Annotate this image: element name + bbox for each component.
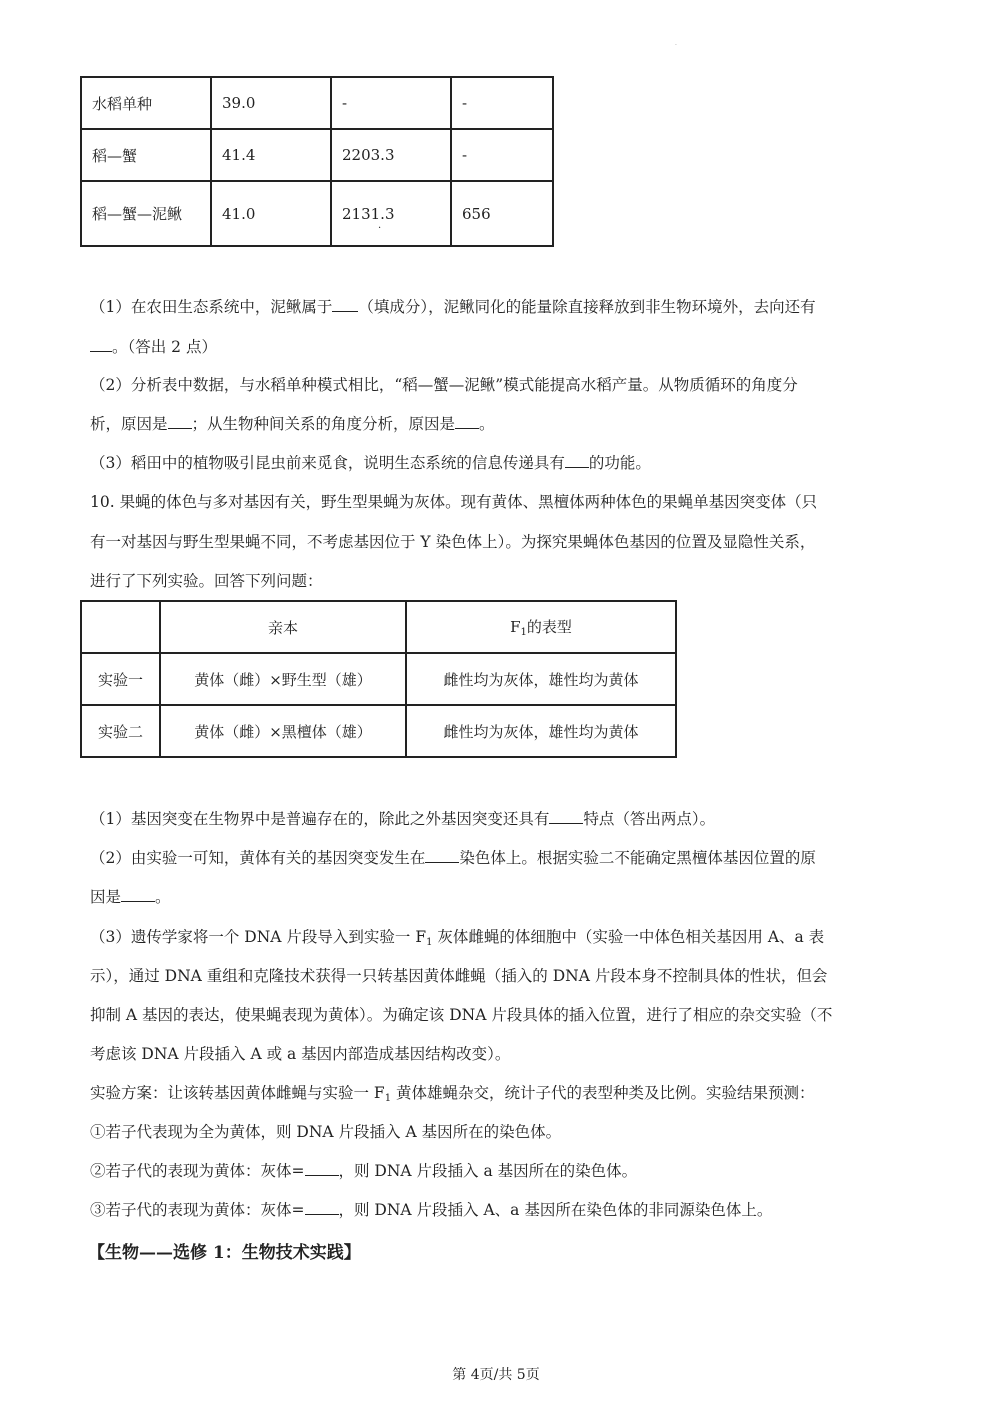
question-10-3-cont: 示），通过 DNA 重组和克隆技术获得一只转基因黄体雌蝇（插入的 DNA 片段本身不控制具体的性状，但会 (90, 967, 828, 985)
answer-blank (332, 297, 358, 312)
text: （2）由实验一可知，黄体有关的基因突变发生在 (90, 849, 426, 867)
question-10-2 (90, 848, 910, 868)
table-header-row (81, 601, 676, 653)
result-3 (90, 1200, 910, 1220)
energy-data-table (80, 76, 554, 247)
question-9-2-cont (90, 414, 910, 434)
page-footer: 第 4页/共 5页 (452, 1367, 540, 1383)
table-cell: 41.0 (211, 181, 331, 246)
table-cell: 实验二 (81, 705, 160, 757)
table-row (81, 77, 553, 129)
table-cell: 水稻单种 (81, 77, 211, 129)
table-cell: - (451, 77, 553, 129)
table-cell: 雌性均为灰体，雄性均为黄体 (406, 705, 676, 757)
text: ，则 DNA 片段插入 a 基因所在的染色体。 (338, 1162, 638, 1180)
question-9-3 (90, 453, 910, 473)
question-10-intro: 10. 果蝇的体色与多对基因有关，野生型果蝇为灰体。现有黄体、黑檀体两种体色的果蝇单基因突变体（只 (90, 493, 818, 511)
text: F (510, 618, 521, 636)
question-10-intro-3: 进行了下列实验。回答下列问题： (90, 572, 323, 590)
text: （3）遗传学家将一个 DNA 片段导入到实验一 F (90, 928, 427, 946)
table-row (81, 129, 553, 181)
text: （3）稻田中的植物吸引昆虫前来觅食，说明生态系统的信息传递具有 (90, 454, 565, 472)
text: 。 (155, 888, 171, 906)
text: ；从生物种间关系的角度分析，原因是 (191, 415, 456, 433)
text: （1）基因突变在生物界中是普遍存在的，除此之外基因突变还具有 (90, 810, 550, 828)
table-cell: 实验一 (81, 653, 160, 705)
table-cell (81, 601, 160, 653)
cross-experiment-table (80, 600, 677, 758)
text: 黄体雄蝇杂交，统计子代的表型种类及比例。实验结果预测： (391, 1084, 815, 1102)
question-9-1 (90, 297, 910, 317)
question-10-3-cont-2: 抑制 A 基因的表达，使果蝇表现为黄体）。为确定该 DNA 片段具体的插入位置，进行了相应的杂交实验（不 (90, 1006, 833, 1024)
section-heading: 【生物——选修 1：生物技术实践】 (88, 1243, 361, 1263)
text: ②若子代的表现为黄体：灰体= (90, 1162, 305, 1180)
question-10-1 (90, 809, 910, 829)
table-cell: 稻—蟹 (81, 129, 211, 181)
table-cell: - (451, 129, 553, 181)
question-10-intro-2: 有一对基因与野生型果蝇不同，不考虑基因位于 Y 染色体上）。为探究果蝇体色基因的位置及显隐性关系， (90, 533, 816, 551)
answer-blank (549, 809, 583, 824)
table-cell: 黄体（雌）×黑檀体（雄） (160, 705, 406, 757)
question-10-3-cont-3: 考虑该 DNA 片段插入 A 或 a 基因内部造成基因结构改变）。 (90, 1045, 511, 1063)
table-cell: 2203.3 (331, 129, 451, 181)
table-cell: 39.0 (211, 77, 331, 129)
stray-dot: . (378, 220, 382, 231)
cell-value: 2131.3 (342, 204, 395, 223)
table-cell: 41.4 (211, 129, 331, 181)
text: 特点（答出两点）。 (583, 810, 716, 828)
table-cell: 656 (451, 181, 553, 246)
text: 因是 (90, 888, 122, 906)
answer-blank (90, 337, 112, 352)
question-9-1-cont (90, 337, 910, 357)
subscript: 1 (520, 627, 527, 638)
question-10-3 (90, 927, 910, 953)
text: 实验方案：让该转基因黄体雌蝇与实验一 F (90, 1084, 385, 1102)
answer-blank (121, 887, 155, 902)
experiment-plan (90, 1083, 910, 1109)
question-10-2-cont (90, 887, 910, 907)
subscript: 1 (426, 937, 433, 948)
result-1: ①若子代表现为全为黄体，则 DNA 片段插入 A 基因所在的染色体。 (90, 1123, 562, 1141)
table-row (81, 181, 553, 246)
answer-blank (455, 414, 479, 429)
table-cell (331, 181, 451, 246)
text: （填成分），泥鳅同化的能量除直接释放到非生物环境外，去向还有 (358, 298, 816, 316)
subscript: 1 (384, 1093, 392, 1104)
answer-blank (168, 414, 192, 429)
question-9-2: （2）分析表中数据，与水稻单种模式相比，“稻—蟹—泥鳅”模式能提高水稻产量。从物质循环的角度分 (90, 376, 798, 394)
result-2 (90, 1161, 910, 1181)
table-cell: - (331, 77, 451, 129)
text: ③若子代的表现为黄体：灰体= (90, 1201, 305, 1219)
table-cell: 黄体（雌）×野生型（雄） (160, 653, 406, 705)
text: （1）在农田生态系统中，泥鳅属于 (90, 298, 333, 316)
text: ，则 DNA 片段插入 A、a 基因所在染色体的非同源染色体上。 (338, 1201, 773, 1219)
table-header-f1 (406, 601, 676, 653)
text: 灰体雌蝇的体细胞中（实验一中体色相关基因用 A、a 表 (432, 928, 825, 946)
table-header-parent: 亲本 (160, 601, 406, 653)
text: 析，原因是 (90, 415, 168, 433)
text: 染色体上。根据实验二不能确定黑檀体基因位置的原 (459, 849, 816, 867)
text: 的表型 (526, 618, 572, 636)
answer-blank (305, 1200, 339, 1215)
table-cell: 稻—蟹—泥鳅 (81, 181, 211, 246)
answer-blank (305, 1161, 339, 1176)
text: 的功能。 (588, 454, 651, 472)
text: 。 (479, 415, 495, 433)
table-row (81, 653, 676, 705)
table-row (81, 705, 676, 757)
top-mark: . (675, 40, 677, 47)
text: 。（答出 2 点） (112, 338, 217, 356)
answer-blank (425, 848, 459, 863)
answer-blank (565, 453, 589, 468)
table-cell: 雌性均为灰体，雄性均为黄体 (406, 653, 676, 705)
